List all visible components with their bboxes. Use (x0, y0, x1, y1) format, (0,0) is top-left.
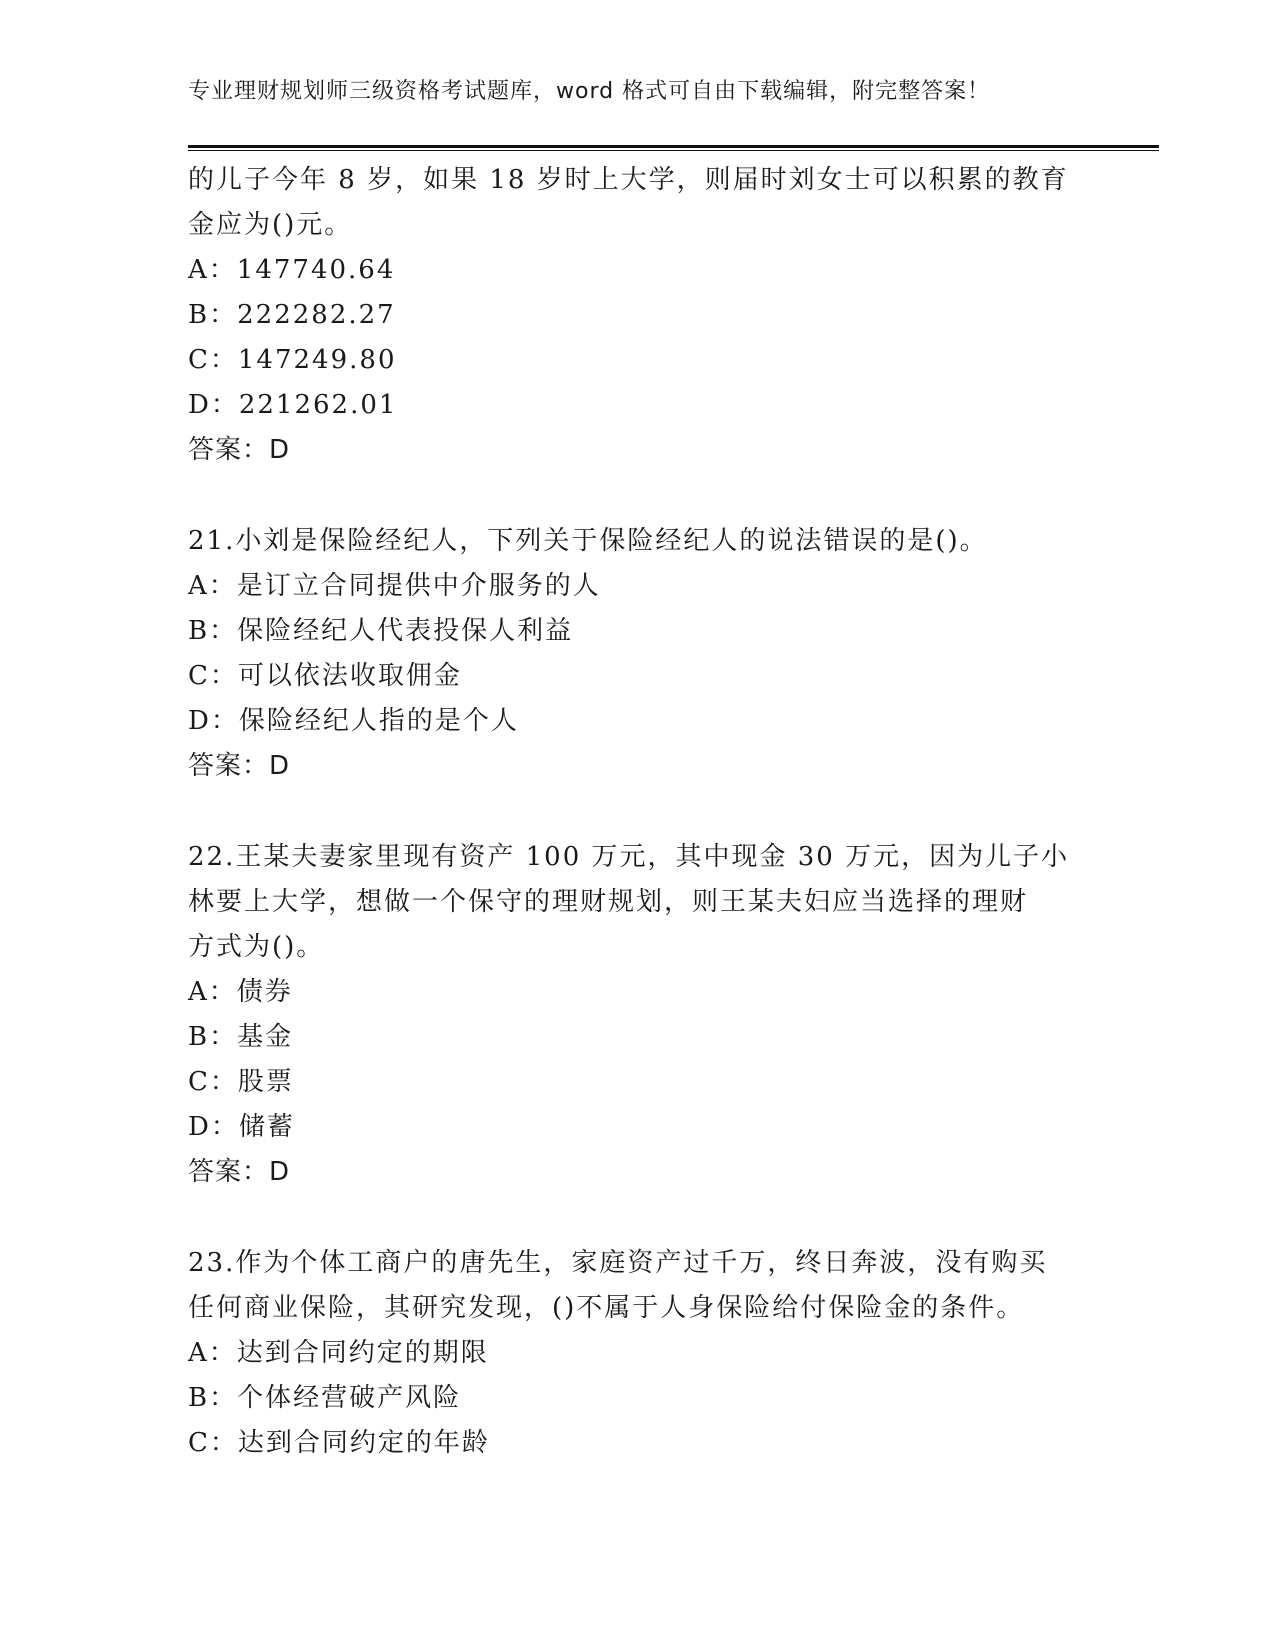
option-c: C：147249.80 (188, 345, 397, 375)
header-rule-thick (188, 145, 1159, 148)
spacer (188, 1195, 1088, 1241)
question-block (188, 158, 1088, 473)
header-rule-thin (188, 150, 1159, 151)
option-d: D：221262.01 (188, 390, 398, 420)
question-block (188, 835, 1088, 1195)
question-list (188, 158, 1088, 1466)
option-c: C：可以依法收取佣金 (188, 661, 462, 691)
answer-line: 答案：D (188, 435, 291, 465)
question-stem: 任何商业保险，其研究发现，()不属于人身保险给付保险金的条件。 (188, 1293, 1025, 1323)
option-d: D：储蓄 (188, 1112, 295, 1142)
option-b: B：222282.27 (188, 300, 396, 330)
question-block (188, 519, 1088, 789)
option-b: B：基金 (188, 1022, 294, 1052)
option-c: C：达到合同约定的年龄 (188, 1428, 490, 1458)
spacer (188, 473, 1088, 519)
answer-line: 答案：D (188, 751, 291, 781)
spacer (188, 789, 1088, 835)
option-a: A：147740.64 (188, 255, 396, 285)
question-block (188, 1241, 1088, 1466)
option-a: A：达到合同约定的期限 (188, 1338, 489, 1368)
question-stem: 22.王某夫妻家里现有资产 100 万元，其中现金 30 万元，因为儿子小 (188, 842, 1070, 872)
question-stem: 金应为()元。 (188, 210, 353, 240)
question-stem: 23.作为个体工商户的唐先生，家庭资产过千万，终日奔波，没有购买 (188, 1248, 1048, 1278)
question-stem: 方式为()。 (188, 932, 325, 962)
question-stem: 的儿子今年 8 岁，如果 18 岁时上大学，则届时刘女士可以积累的教育 (188, 165, 1069, 195)
answer-line: 答案：D (188, 1157, 291, 1187)
question-stem: 21.小刘是保险经纪人，下列关于保险经纪人的说法错误的是()。 (188, 526, 988, 556)
page-header: 专业理财规划师三级资格考试题库，word 格式可自由下载编辑，附完整答案！ (188, 79, 991, 104)
option-c: C：股票 (188, 1067, 294, 1097)
option-b: B：保险经纪人代表投保人利益 (188, 616, 574, 646)
option-b: B：个体经营破产风险 (188, 1383, 462, 1413)
option-d: D：保险经纪人指的是个人 (188, 706, 519, 736)
option-a: A：债券 (188, 977, 293, 1007)
option-a: A：是订立合同提供中介服务的人 (188, 571, 601, 601)
question-stem: 林要上大学，想做一个保守的理财规划，则王某夫妇应当选择的理财 (188, 887, 1029, 917)
